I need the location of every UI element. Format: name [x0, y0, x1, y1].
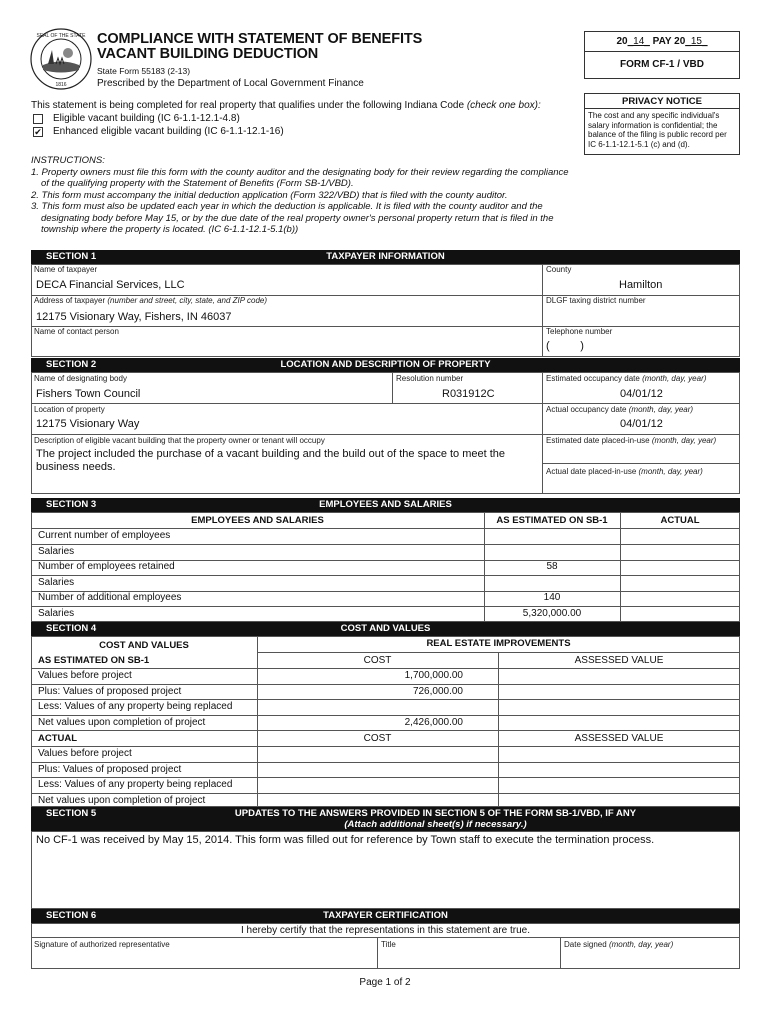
designating-body-label: Name of designating body: [34, 374, 127, 383]
s3-row-label: Salaries: [38, 576, 75, 588]
section-1-title: TAXPAYER INFORMATION: [326, 251, 445, 262]
s4-act-row-label: Values before project: [38, 748, 132, 759]
section-3-number: SECTION 3: [46, 499, 97, 510]
description-field[interactable]: The project included the purchase of a vacant building and the build out of the space to meet the business needs.: [36, 448, 506, 473]
section-5-number: SECTION 5: [46, 808, 97, 819]
section-6-header: [31, 909, 740, 923]
s3-col-actual: ACTUAL: [660, 515, 700, 526]
s4-act-row-label: Plus: Values of proposed project: [38, 763, 182, 775]
address-field[interactable]: 12175 Visionary Way, Fishers, IN 46037: [36, 311, 232, 323]
act-occupancy-label: Actual occupancy date (month, day, year): [546, 405, 694, 414]
resolution-field[interactable]: R031912C: [442, 388, 495, 400]
s3-col-label: EMPLOYEES AND SALARIES: [191, 515, 324, 526]
pay-year-box: [584, 31, 740, 79]
county-label: County: [546, 265, 572, 274]
certification-text: I hereby certify that the representations in this statement are true.: [240, 925, 531, 936]
s4-act-row-label: Less: Values of any property being replaced: [38, 779, 233, 790]
s3-row-estimated[interactable]: 140: [543, 592, 561, 603]
s4-est-row-cost[interactable]: 2,426,000.00: [404, 716, 463, 728]
s4-est-row-label: Values before project: [38, 670, 132, 681]
section-2-title: LOCATION AND DESCRIPTION OF PROPERTY: [280, 359, 491, 370]
est-occupancy-label: Estimated occupancy date (month, day, year): [546, 374, 707, 383]
privacy-heading: PRIVACY NOTICE: [585, 94, 739, 109]
section-4-title: COST AND VALUES: [340, 623, 431, 634]
title-line-2: VACANT BUILDING DEDUCTION: [97, 46, 319, 62]
prescribed-by: Prescribed by the Department of Local Government Finance: [97, 78, 364, 89]
s4-est-row-cost[interactable]: 726,000.00: [412, 685, 463, 697]
instruction-item: 3. This form must also be updated each year in which the deduction is applicable. It is filed with the county auditor and the designating body before May 15, or by the due date of the real property owner's personal property return that is filed in the township where the property is located. (IC 6-1.1-12.1-5.1(b)): [31, 201, 554, 235]
location-label: Location of property: [34, 405, 105, 414]
state-form-number: State Form 55183 (2-13): [97, 66, 191, 76]
act-occupancy-field[interactable]: 04/01/12: [620, 418, 663, 430]
checkbox-eligible[interactable]: [33, 114, 43, 124]
checkbox-eligible-label: Eligible vacant building (IC 6-1.1-12.1-4.8): [53, 113, 240, 124]
row-divider: [31, 606, 740, 607]
form-title: [97, 32, 422, 62]
pay-year-row: 20_14_ PAY 20_15_: [585, 32, 739, 52]
qualification-statement: This statement is being completed for real property that qualifies under the following Indiana Code (check one box):: [31, 100, 541, 111]
page-number: Page 1 of 2: [359, 977, 411, 988]
updates-field[interactable]: No CF-1 was received by May 15, 2014. This form was filled out for reference by Town staff to execute the termination process.: [36, 834, 655, 846]
est-placed-in-use-label: Estimated date placed-in-use (month, day, year): [546, 436, 717, 445]
s4-est-row-label: Less: Values of any property being replaced: [38, 701, 233, 712]
s4-est-row-cost[interactable]: 1,700,000.00: [404, 670, 463, 681]
s4-est-row-label: Plus: Values of proposed project: [38, 685, 182, 697]
section-4-header: [31, 622, 740, 636]
description-label: Description of eligible vacant building that the property owner or tenant will occupy: [34, 436, 325, 445]
county-field[interactable]: Hamilton: [619, 279, 663, 291]
row-divider: [31, 699, 740, 700]
s3-col-estimated: AS ESTIMATED ON SB-1: [496, 515, 608, 526]
phone-field[interactable]: ( ): [546, 340, 584, 352]
section-5-subtitle: (Attach additional sheet(s) if necessary.): [344, 819, 527, 830]
section-6-title: TAXPAYER CERTIFICATION: [323, 910, 448, 921]
contact-label: Name of contact person: [34, 327, 119, 336]
s4-col-label: COST AND VALUES: [99, 640, 189, 651]
s4-estimated-heading: AS ESTIMATED ON SB-1: [38, 655, 150, 666]
s3-row-estimated[interactable]: 58: [546, 561, 558, 572]
section-3-title: EMPLOYEES AND SALARIES: [319, 499, 452, 510]
row-divider: [31, 668, 740, 669]
designating-body-field[interactable]: Fishers Town Council: [36, 388, 141, 400]
date-signed-field[interactable]: [561, 950, 739, 968]
act-placed-in-use-label: Actual date placed-in-use (month, day, year): [546, 467, 703, 476]
date-signed-label: Date signed (month, day, year): [564, 940, 674, 949]
s3-row-label: Salaries: [38, 545, 75, 557]
section-1-number: SECTION 1: [46, 251, 97, 262]
row-divider: [31, 777, 740, 778]
resolution-label: Resolution number: [396, 374, 464, 383]
s4-cost-heading-actual: COST: [363, 733, 392, 744]
svg-text:SEAL OF THE STATE: SEAL OF THE STATE: [36, 33, 86, 39]
taxpayer-name-label: Name of taxpayer: [34, 265, 98, 274]
instructions-heading: INSTRUCTIONS:: [31, 155, 105, 166]
s3-row-estimated[interactable]: 5,320,000.00: [522, 607, 582, 619]
instruction-item: 2. This form must accompany the initial deduction application (Form 322/VBD) that is filed with the county auditor.: [31, 189, 508, 201]
title-field[interactable]: [378, 950, 559, 968]
row-divider: [31, 544, 740, 545]
location-field[interactable]: 12175 Visionary Way: [36, 418, 140, 430]
s4-assessed-heading-actual: ASSESSED VALUE: [574, 733, 664, 744]
row-divider: [31, 730, 740, 731]
checkbox-enhanced-label: Enhanced eligible vacant building (IC 6-1.1-12.1-16): [53, 126, 284, 137]
row-divider: [31, 746, 740, 747]
signature-label: Signature of authorized representative: [34, 940, 170, 949]
checkbox-enhanced[interactable]: ✔: [34, 127, 42, 137]
section-2-number: SECTION 2: [46, 359, 97, 370]
form-code: FORM CF-1 / VBD: [620, 59, 704, 70]
s3-row-label: Salaries: [38, 607, 75, 619]
s4-act-row-label: Net values upon completion of project: [38, 794, 206, 806]
section-4-number: SECTION 4: [46, 623, 97, 634]
s3-row-label: Number of additional employees: [38, 592, 182, 603]
state-seal-icon: [30, 28, 92, 90]
s4-est-row-label: Net values upon completion of project: [38, 716, 206, 728]
privacy-notice: [584, 93, 740, 155]
svg-text:1816: 1816: [55, 82, 67, 88]
section-1-header: [31, 250, 740, 264]
section-5-header: [31, 807, 740, 831]
s4-col-real-estate: REAL ESTATE IMPROVEMENTS: [426, 638, 571, 649]
section-5-title: UPDATES TO THE ANSWERS PROVIDED IN SECTION 5 OF THE FORM SB-1/VBD, IF ANY: [234, 808, 637, 819]
instruction-item: 1. Property owners must file this form with the county auditor and the designating body for their review regarding the compliance of the qualifying property with the Statement of Benefits (Form SB-1/VBD).: [31, 166, 569, 189]
s4-actual-heading: ACTUAL: [38, 733, 78, 744]
dlgf-label: DLGF taxing district number: [546, 296, 646, 305]
section-6-number: SECTION 6: [46, 910, 97, 921]
s4-assessed-heading: ASSESSED VALUE: [574, 655, 664, 666]
address-label: Address of taxpayer (number and street, city, state, and ZIP code): [34, 296, 268, 305]
year-1-field[interactable]: _14_: [627, 36, 650, 47]
title-label: Title: [381, 940, 396, 949]
section-3-header: [31, 498, 740, 512]
privacy-text: The cost and any specific individual's salary information is confidential; the balance of the filing is public record per IC 6-1.1-12.1-5.1 (c) and (d).: [588, 111, 727, 149]
row-divider: [31, 575, 740, 576]
s3-row-label: Current number of employees: [38, 530, 171, 541]
section-2-header: [31, 358, 740, 372]
phone-label: Telephone number: [546, 327, 613, 336]
signature-field[interactable]: [32, 950, 376, 968]
est-occupancy-field[interactable]: 04/01/12: [620, 388, 663, 400]
instructions: [31, 155, 571, 236]
s4-cost-heading: COST: [363, 655, 392, 666]
year-2-field[interactable]: _15_: [685, 36, 708, 47]
taxpayer-name-field[interactable]: DECA Financial Services, LLC: [36, 279, 185, 291]
s3-row-label: Number of employees retained: [38, 561, 175, 572]
title-line-1: COMPLIANCE WITH STATEMENT OF BENEFITS: [97, 31, 423, 47]
